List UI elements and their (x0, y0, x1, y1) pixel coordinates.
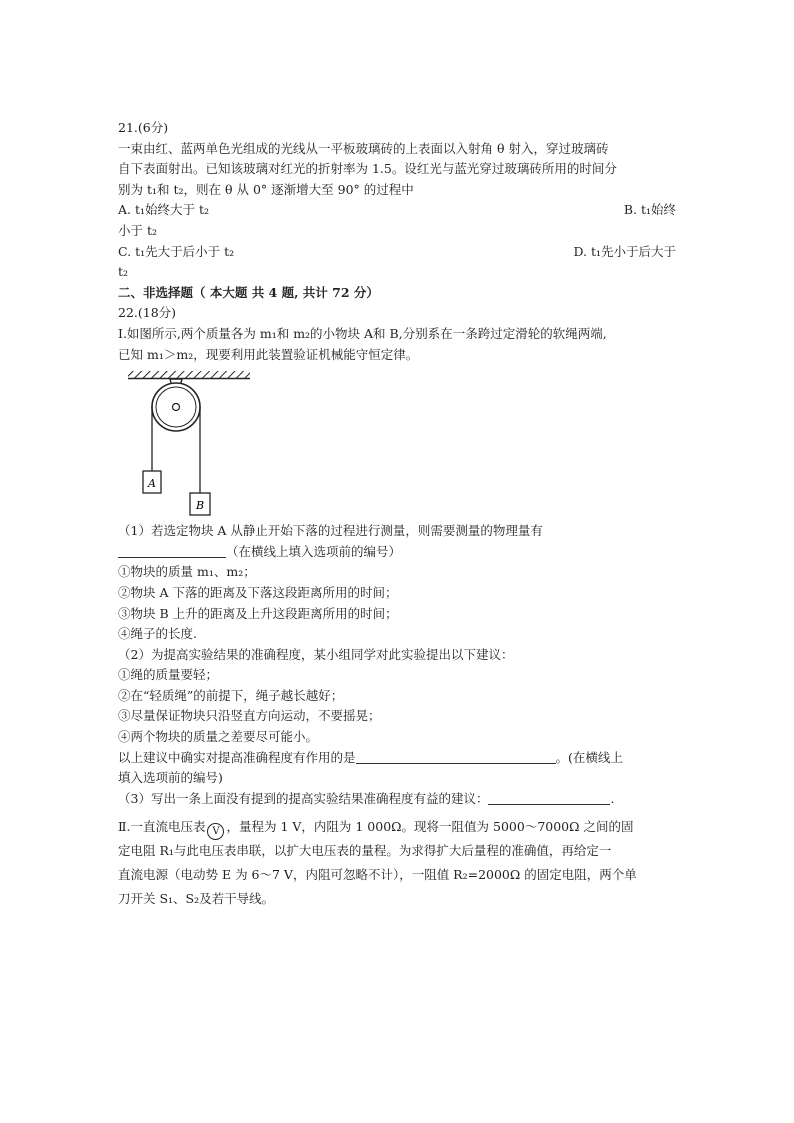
q22-p2-line-1: （2）为提高实验结果的准确程度，某小组同学对此实验提出以下建议： (118, 646, 514, 662)
q22-intro-line-1: Ⅰ.如图所示,两个质量各为 m₁和 m₂的小物块 A和 B,分别系在一条跨过定滑轮的软绳两端, (118, 325, 607, 341)
q22-p2-answer-blank[interactable] (356, 749, 556, 764)
q21-option-b[interactable]: B. t₁始终 (623, 202, 676, 218)
q22-p2-ask-line-2: 填入选项前的编号) (118, 770, 223, 786)
q22-p1-line-2 (118, 542, 676, 563)
q22-header: 22.(18分) (118, 305, 177, 321)
q22-p2-ask-head: 以上建议中确实对提高准确程度有作用的是 (118, 749, 356, 765)
block-a-label: A (148, 477, 156, 491)
q22-p2-option-1: ①绳的质量要轻； (118, 667, 219, 683)
pulley-diagram (126, 369, 266, 519)
q22-part2-line-4: 刀开关 S₁、S₂及若干导线。 (118, 891, 275, 907)
q22-p3 (118, 789, 676, 810)
ceiling-hatch (128, 371, 250, 378)
pulley-figure (118, 369, 676, 519)
q21-header: 21.(6分) (118, 120, 169, 135)
q22-part2-head: Ⅱ.一直流电压表 (118, 819, 206, 835)
voltmeter-symbol-icon: V (207, 823, 224, 840)
q21-options-row-1 (118, 200, 676, 221)
q21-stem-line-1: 一束由红、蓝两单色光组成的光线从一平板玻璃砖的上表面以入射角 θ 射入，穿过玻璃砖 (118, 140, 609, 156)
block-b-label: B (195, 499, 205, 513)
q22-p1-answer-blank[interactable] (118, 543, 226, 558)
exam-page (118, 118, 676, 911)
q21-stem-line-3: 别为 t₁和 t₂，则在 θ 从 0° 逐渐增大至 90° 的过程中 (118, 181, 414, 197)
q22-p2-option-2: ②在“轻质绳”的前提下，绳子越长越好； (118, 687, 344, 703)
q22-p2-ask (118, 748, 676, 769)
q21-stem-line-2: 自下表面射出。已知该玻璃对红光的折射率为 1.5。设红光与蓝光穿过玻璃砖所用的时间分 (118, 161, 617, 177)
q22-p1-option-1: ①物块的质量 m₁、m₂； (118, 564, 256, 580)
q21-option-b-wrap: 小于 t₂ (118, 222, 158, 238)
q22-p3-head: （3）写出一条上面没有提到的提高实验结果准确程度有益的建议： (118, 790, 489, 806)
q22-p2-option-4: ④两个物块的质量之差要尽可能小。 (118, 729, 319, 745)
q22-p2-option-3: ③尽量保证物块只沿竖直方向运动，不要摇晃； (118, 708, 381, 724)
q22-p2-ask-tail: 。(在横线上 (555, 749, 623, 765)
q22-p3-tail: . (610, 790, 615, 806)
q22-intro-line-2: 已知 m₁＞m₂，现要利用此装置验证机械能守恒定律。 (118, 346, 419, 362)
q22-p1-option-2: ②物块 A 下落的距离及下落这段距离所用的时间； (118, 584, 398, 600)
q22-part2-line-1 (118, 815, 676, 839)
pulley-axle (173, 404, 180, 411)
q22-part2-line-3: 直流电源（电动势 E 为 6～7 V，内阻可忽略不计），一阻值 R₂=2000Ω 的固定电阻，两个单 (118, 867, 637, 883)
q22-p1-option-3: ③物块 B 上升的距离及上升这段距离所用的时间； (118, 605, 398, 621)
q21-option-d-wrap: t₂ (118, 264, 129, 280)
q21-option-d[interactable]: D. t₁先小于后大于 (573, 243, 676, 259)
section-2-heading: 二、非选择题（ 本大题 共 4 题, 共计 72 分） (118, 284, 379, 300)
q22-p3-answer-blank[interactable] (488, 790, 610, 805)
q22-p1-instruction: （在横线上填入选项前的编号） (226, 543, 402, 559)
q21-options-row-2 (118, 242, 676, 263)
q22-part2-rest: ，量程为 1 V，内阻为 1 000Ω。现将一阻值为 5000～7000Ω 之间的固 (226, 819, 634, 835)
q22-p1-option-4: ④绳子的长度. (118, 626, 197, 642)
q21-option-c[interactable]: C. t₁先大于后小于 t₂ (118, 243, 235, 259)
q21-option-a[interactable]: A. t₁始终大于 t₂ (118, 202, 210, 218)
q22-p1-line-1: （1）若选定物块 A 从静止开始下落的过程进行测量，则需要测量的物理量有 (118, 523, 543, 539)
q22-part2-line-2: 定电阻 R₁与此电压表串联，以扩大电压表的量程。为求得扩大后量程的准确值，再给定一 (118, 843, 612, 859)
